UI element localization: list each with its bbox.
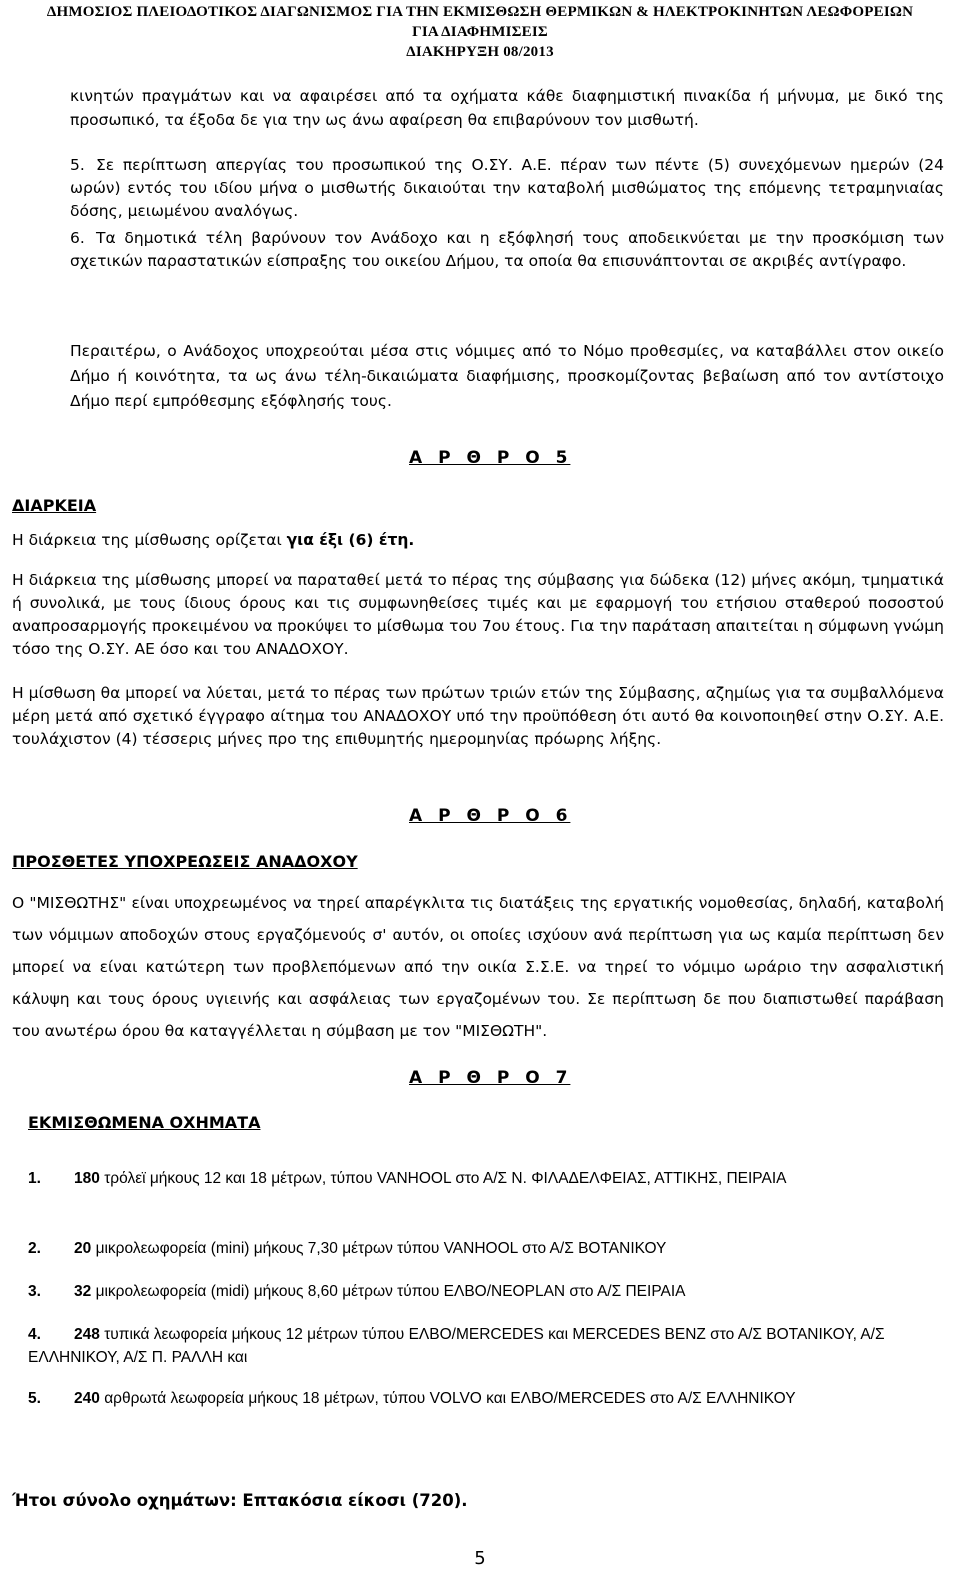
duration-lead: Η διάρκεια της μίσθωσης ορίζεται <box>12 531 282 549</box>
vehicle-item-1 <box>28 1167 944 1190</box>
vehicle-item-3 <box>28 1280 944 1303</box>
article-5-paragraph-1: Η διάρκεια της μίσθωσης μπορεί να παραταθεί μετά το πέρας της σύμβασης για δώδεκα (12) μήνες ακόμη, τμηματικά ή συνολικά, με τους ίδιους όρους και τις συμφωνηθείσες τιμές και με εφαρμογή του ετήσιου σταθερού ποσοστού αναπροσαρμογής προκειμένου να προκύψει το μίσθωμα του 7ου έτους. Για την παράταση απαιτείται η σύμφωνη γνώμη τόσο της Ο.ΣΥ. ΑΕ όσο και του ΑΝΑΔΟΧΟΥ. <box>12 571 944 658</box>
paragraph-6 <box>70 227 944 273</box>
duration-value: για έξι (6) έτη. <box>286 531 415 549</box>
paragraph-5-number: 5. <box>70 156 85 174</box>
header-line-3: ΔΙΑΚΗΡΥΞΗ 08/2013 <box>406 44 554 60</box>
article-6-heading: ΠΡΟΣΘΕΤΕΣ ΥΠΟΧΡΕΩΣΕΙΣ ΑΝΑΔΟΧΟΥ <box>12 852 358 871</box>
article-5-duration <box>12 529 414 552</box>
vehicle-description: τυπικά λεωφορεία μήκους 12 μέτρων τύπου ΕΛΒΟ/MERCEDES και MERCEDES BENZ στο Α/Σ ΒΟΤΑΝΙΚΟΥ, Α/Σ ΕΛΛΗΝΙΚΟΥ, Α/Σ Π. ΡΑΛΛΗ και <box>28 1326 885 1366</box>
paragraph-5 <box>70 154 944 223</box>
vehicle-item-2 <box>28 1237 944 1260</box>
paragraph-6-text: Τα δημοτικά τέλη βαρύνουν τον Ανάδοχο και η εξόφλησή τους αποδεικνύεται με την προσκόμιση των σχετικών παραστατικών είσπραξης του οικείου Δήμου, τα οποία θα επισυνάπτονται σε ακριβές αντίγραφο. <box>70 229 944 270</box>
paragraph-6-number: 6. <box>70 229 85 247</box>
vehicle-item-number: 3. <box>28 1283 41 1300</box>
article-6-title: Α Ρ Θ Ρ Ο 6 <box>409 806 571 826</box>
vehicle-description: μικρολεωφορεία (mini) μήκους 7,30 μέτρων τύπου VANHOOL στο Α/Σ ΒΟΤΑΝΙΚΟΥ <box>95 1240 667 1257</box>
paragraph-continuation: κινητών πραγμάτων και να αφαιρέσει από τα οχήματα κάθε διαφημιστική πινακίδα ή μήνυμα, με δικό της προσωπικό, τα έξοδα δε για την ως άνω αφαίρεση θα επιβαρύνουν τον μισθωτή. <box>70 87 944 129</box>
vehicle-description: τρόλεϊ μήκους 12 και 18 μέτρων, τύπου VANHOOL στο Α/Σ Ν. ΦΙΛΑΔΕΛΦΕΙΑΣ, ΑΤΤΙΚΗΣ, ΠΕΙΡΑΙΑ <box>104 1170 787 1187</box>
article-7-heading: ΕΚΜΙΣΘΩΜΕΝΑ ΟΧΗΜΑΤΑ <box>28 1113 261 1132</box>
vehicle-item-number: 1. <box>28 1170 41 1187</box>
vehicle-item-number: 5. <box>28 1390 41 1407</box>
vehicle-count: 20 <box>74 1240 92 1257</box>
article-7-title: Α Ρ Θ Ρ Ο 7 <box>409 1068 571 1088</box>
vehicle-count: 248 <box>74 1326 100 1343</box>
article-5-paragraph-2: Η μίσθωση θα μπορεί να λύεται, μετά το πέρας των πρώτων τριών ετών της Σύμβασης, αζημίως για τα συμβαλλόμενα μέρη μετά από σχετικό έγγραφο αίτημα του ΑΝΑΔΟΧΟΥ υπό την προϋπόθεση ότι αυτό θα κοινοποιηθεί στην Ο.ΣΥ. Α.Ε. τουλάχιστον (4) τέσσερις μήνες προ της επιθυμητής ημερομηνίας πρόωρης λήξης. <box>12 684 944 748</box>
vehicle-count: 32 <box>74 1283 92 1300</box>
header-line-2: ΓΙΑ ΔΙΑΦΗΜΙΣΕΙΣ <box>412 24 548 40</box>
article-5-title: Α Ρ Θ Ρ Ο 5 <box>409 448 571 468</box>
paragraph-further: Περαιτέρω, ο Ανάδοχος υποχρεούται μέσα στις νόμιμες από το Νόμο προθεσμίες, να καταβάλλει στον οικείο Δήμο ή κοινότητα, τα ως άνω τέλη-δικαιώματα διαφήμισης, προσκομίζοντας βεβαίωση από τον αντίστοιχο Δήμο περί εμπρόθεσμης εξόφλησής τους. <box>70 342 944 410</box>
vehicle-description: αρθρωτά λεωφορεία μήκους 18 μέτρων, τύπου VOLVO και ΕΛΒΟ/MERCEDES στο Α/Σ ΕΛΛΗΝΙΚΟΥ <box>104 1390 796 1407</box>
vehicle-item-number: 2. <box>28 1240 41 1257</box>
vehicle-item-number: 4. <box>28 1326 41 1343</box>
page-number: 5 <box>474 1548 486 1569</box>
vehicle-item-5 <box>28 1387 944 1410</box>
vehicles-total: Ήτοι σύνολο οχημάτων: Επτακόσια είκοσι (720). <box>12 1491 468 1510</box>
vehicle-count: 240 <box>74 1390 100 1407</box>
paragraph-5-text: Σε περίπτωση απεργίας του προσωπικού της Ο.ΣΥ. Α.Ε. πέραν των πέντε (5) συνεχόμενων ημερών (24 ωρών) εντός του ιδίου μήνα ο μισθωτής δικαιούται την καταβολή μισθώματος της επόμενης τετραμηνιαίας δόσης, μειωμένου αναλόγως. <box>70 156 944 220</box>
vehicle-item-4 <box>28 1323 944 1369</box>
article-5-heading: ΔΙΑΡΚΕΙΑ <box>12 496 97 515</box>
header-line-1: ΔΗΜΟΣΙΟΣ ΠΛΕΙΟΔΟΤΙΚΟΣ ΔΙΑΓΩΝΙΣΜΟΣ ΓΙΑ ΤΗΝ ΕΚΜΙΣΘΩΣΗ ΘΕΡΜΙΚΩΝ & ΗΛΕΚΤΡΟΚΙΝΗΤΩΝ ΛΕΩΦΟΡΕΙΩΝ <box>46 4 914 20</box>
article-6-paragraph-1: Ο "ΜΙΣΘΩΤΗΣ" είναι υποχρεωμένος να τηρεί απαρέγκλιτα τις διατάξεις της εργατικής νομοθεσίας, δηλαδή, καταβολή των νόμιμων αποδοχών στους εργαζόμενούς σ' αυτόν, οι οποίες ισχύουν ανά περίπτωση για ως καμία περίπτωση δεν μπορεί να είναι κατώτερη των προβλεπόμενων από την οικία Σ.Σ.Ε. να τηρεί το νόμιμο ωράριο την ασφαλιστική κάλυψη και τους όρους υγιεινής και ασφάλειας των εργαζομένων του. Σε περίπτωση δε που διαπιστωθεί παράβαση του ανωτέρω όρου θα καταγγέλλεται η σύμβαση με τον "ΜΙΣΘΩΤΗ". <box>12 894 944 1040</box>
vehicle-description: μικρολεωφορεία (midi) μήκους 8,60 μέτρων τύπου ΕΛΒΟ/NEOPLAN στο Α/Σ ΠΕΙΡΑΙΑ <box>95 1283 686 1300</box>
vehicle-count: 180 <box>74 1170 100 1187</box>
